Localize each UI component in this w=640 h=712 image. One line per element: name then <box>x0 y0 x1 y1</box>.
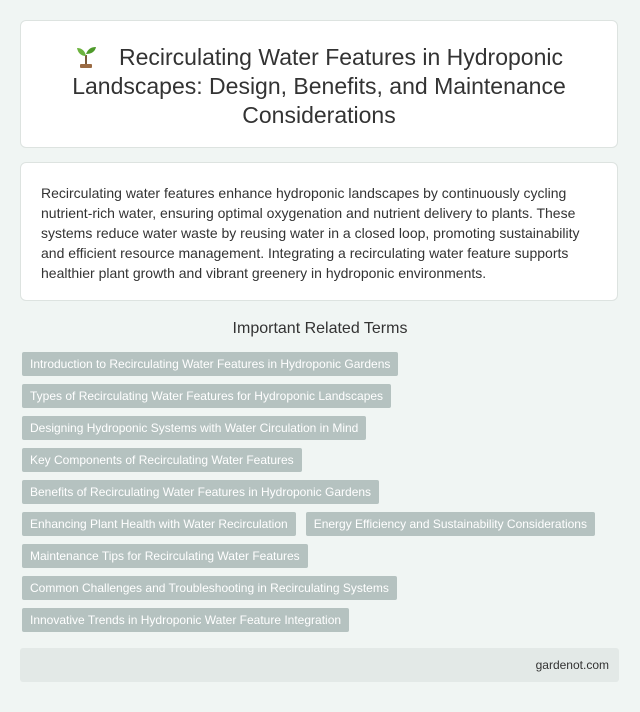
tag-row <box>22 608 622 640</box>
tag-row <box>22 576 622 608</box>
footer <box>20 648 619 682</box>
related-term-tag[interactable]: Enhancing Plant Health with Water Recirculation <box>22 512 296 536</box>
footer-site-link[interactable]: gardenot.com <box>535 658 609 672</box>
tag-row <box>22 480 622 512</box>
sprout-icon <box>75 44 97 68</box>
related-term-tag[interactable]: Key Components of Recirculating Water Features <box>22 448 302 472</box>
related-terms-list <box>22 352 622 640</box>
related-term-tag[interactable]: Introduction to Recirculating Water Features in Hydroponic Gardens <box>22 352 398 376</box>
tag-row <box>22 384 622 416</box>
description-card <box>20 162 618 301</box>
tag-row <box>22 448 622 480</box>
page-title <box>51 43 587 130</box>
related-term-tag[interactable]: Benefits of Recirculating Water Features in Hydroponic Gardens <box>22 480 379 504</box>
tag-row <box>22 416 622 448</box>
related-term-tag[interactable]: Designing Hydroponic Systems with Water Circulation in Mind <box>22 416 366 440</box>
page-title-text: Recirculating Water Features in Hydroponic Landscapes: Design, Benefits, and Maintenance Considerations <box>72 44 566 128</box>
tag-row <box>22 352 622 384</box>
related-term-tag[interactable]: Common Challenges and Troubleshooting in Recirculating Systems <box>22 576 397 600</box>
related-term-tag[interactable]: Types of Recirculating Water Features for Hydroponic Landscapes <box>22 384 391 408</box>
description-text: Recirculating water features enhance hydroponic landscapes by continuously cycling nutrient-rich water, ensuring optimal oxygenation and nutrient delivery to plants. These systems reduce water waste by reusing water in a closed loop, promoting sustainability and efficient resource management. Integrating a recirculating water feature supports healthier plant growth and vibrant greenery in hydroponic environments. <box>41 185 580 281</box>
related-term-tag[interactable]: Innovative Trends in Hydroponic Water Feature Integration <box>22 608 349 632</box>
tag-row <box>22 544 622 576</box>
related-terms-heading: Important Related Terms <box>232 320 408 337</box>
related-term-tag[interactable]: Maintenance Tips for Recirculating Water Features <box>22 544 308 568</box>
title-card <box>20 20 618 148</box>
related-term-tag[interactable]: Energy Efficiency and Sustainability Considerations <box>306 512 595 536</box>
tag-row <box>22 512 622 544</box>
